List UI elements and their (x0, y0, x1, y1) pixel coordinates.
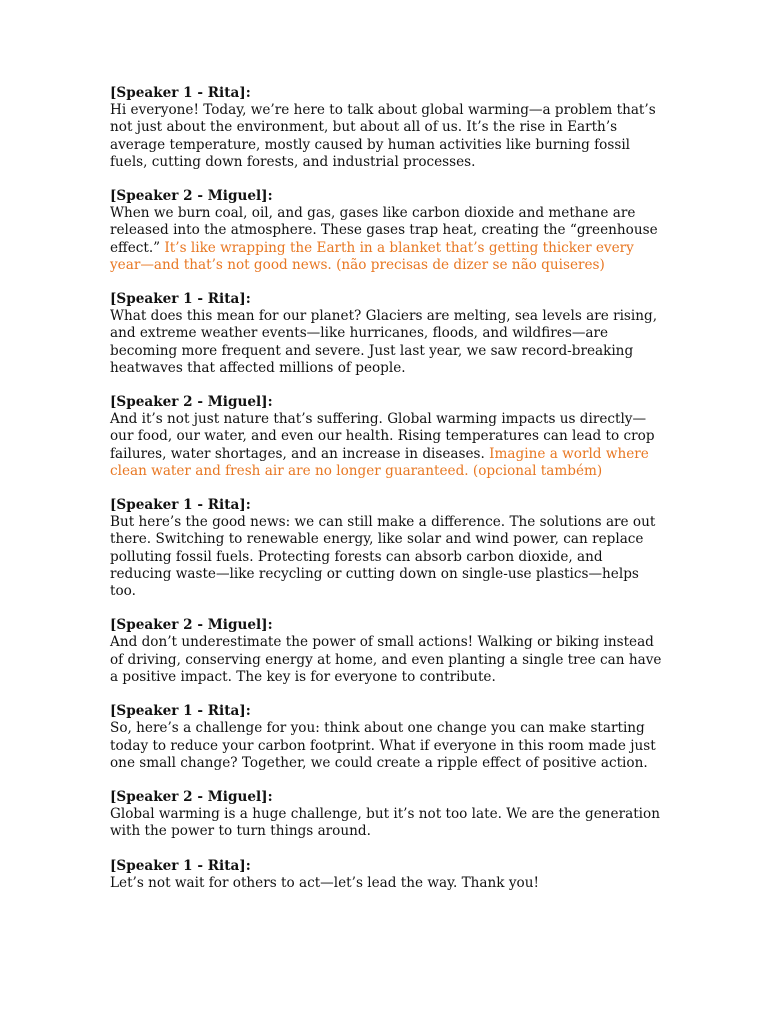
dialogue-block (110, 394, 662, 480)
speaker-label: [Speaker 2 - Miguel]: (110, 617, 273, 634)
speaker-label: [Speaker 2 - Miguel]: (110, 394, 273, 411)
dialogue-block (110, 858, 662, 892)
dialogue-text (110, 102, 662, 171)
dialogue-body: When we burn coal, oil, and gas, gases like carbon dioxide and methane are released into the atmosphere. These gases trap heat, creating the “greenhouse effect.” (110, 205, 658, 256)
dialogue-text (110, 514, 662, 600)
dialogue-block (110, 188, 662, 274)
speaker-label: [Speaker 1 - Rita]: (110, 703, 251, 720)
dialogue-body: Global warming is a huge challenge, but it’s not too late. We are the generation with the power to turn things around. (110, 806, 660, 840)
dialogue-body: And don’t underestimate the power of small actions! Walking or biking instead of driving, conserving energy at home, and even planting a single tree can have a positive impact. The key is for everyone to contribute. (110, 634, 662, 685)
dialogue-block (110, 703, 662, 772)
speaker-label: [Speaker 1 - Rita]: (110, 291, 251, 308)
dialogue-block (110, 85, 662, 171)
dialogue-block (110, 617, 662, 686)
dialogue-body: So, here’s a challenge for you: think about one change you can make starting today to reduce your carbon footprint. What if everyone in this room made just one small change? Together, we could create a ripple effect of positive action. (110, 720, 656, 771)
highlighted-text: Imagine a world where clean water and fresh air are no longer guaranteed. (opcional também) (110, 445, 649, 479)
dialogue-text (110, 308, 662, 377)
speaker-label: [Speaker 1 - Rita]: (110, 497, 251, 514)
dialogue-text (110, 806, 662, 840)
highlighted-text: It’s like wrapping the Earth in a blanket that’s getting thicker every year—and that’s not good news. (não precisas de dizer se não quiseres) (110, 239, 634, 273)
dialogue-block (110, 291, 662, 377)
dialogue-block (110, 789, 662, 841)
document-page (110, 85, 662, 909)
speaker-label: [Speaker 1 - Rita]: (110, 857, 251, 874)
dialogue-body: Let’s not wait for others to act—let’s lead the way. Thank you! (110, 874, 539, 891)
dialogue-body: Hi everyone! Today, we’re here to talk about global warming—a problem that’s not just about the environment, but about all of us. It’s the rise in Earth’s average temperature, mostly caused by human activities like burning fossil fuels, cutting down forests, and industrial processes. (110, 102, 656, 170)
dialogue-text (110, 634, 662, 686)
speaker-label: [Speaker 2 - Miguel]: (110, 788, 273, 805)
dialogue-text (110, 205, 662, 274)
speaker-label: [Speaker 2 - Miguel]: (110, 188, 273, 205)
dialogue-body: And it’s not just nature that’s suffering. Global warming impacts us directly—our food, our water, and even our health. Rising temperatures can lead to crop failures, water shortages, and an increase in diseases. (110, 411, 655, 462)
dialogue-block (110, 497, 662, 600)
speaker-label: [Speaker 1 - Rita]: (110, 85, 251, 101)
dialogue-body: What does this mean for our planet? Glaciers are melting, sea levels are rising, and extreme weather events—like hurricanes, floods, and wildfires—are becoming more frequent and severe. Just last year, we saw record-breaking heatwaves that affected millions of people. (110, 308, 658, 376)
dialogue-text (110, 875, 662, 892)
dialogue-text (110, 720, 662, 772)
dialogue-text (110, 411, 662, 480)
dialogue-body: But here’s the good news: we can still make a difference. The solutions are out there. Switching to renewable energy, like solar and wind power, can replace polluting fossil fuels. Protecting forests can absorb carbon dioxide, and reducing waste—like recycling or cutting down on single-use plastics—helps too. (110, 514, 656, 600)
